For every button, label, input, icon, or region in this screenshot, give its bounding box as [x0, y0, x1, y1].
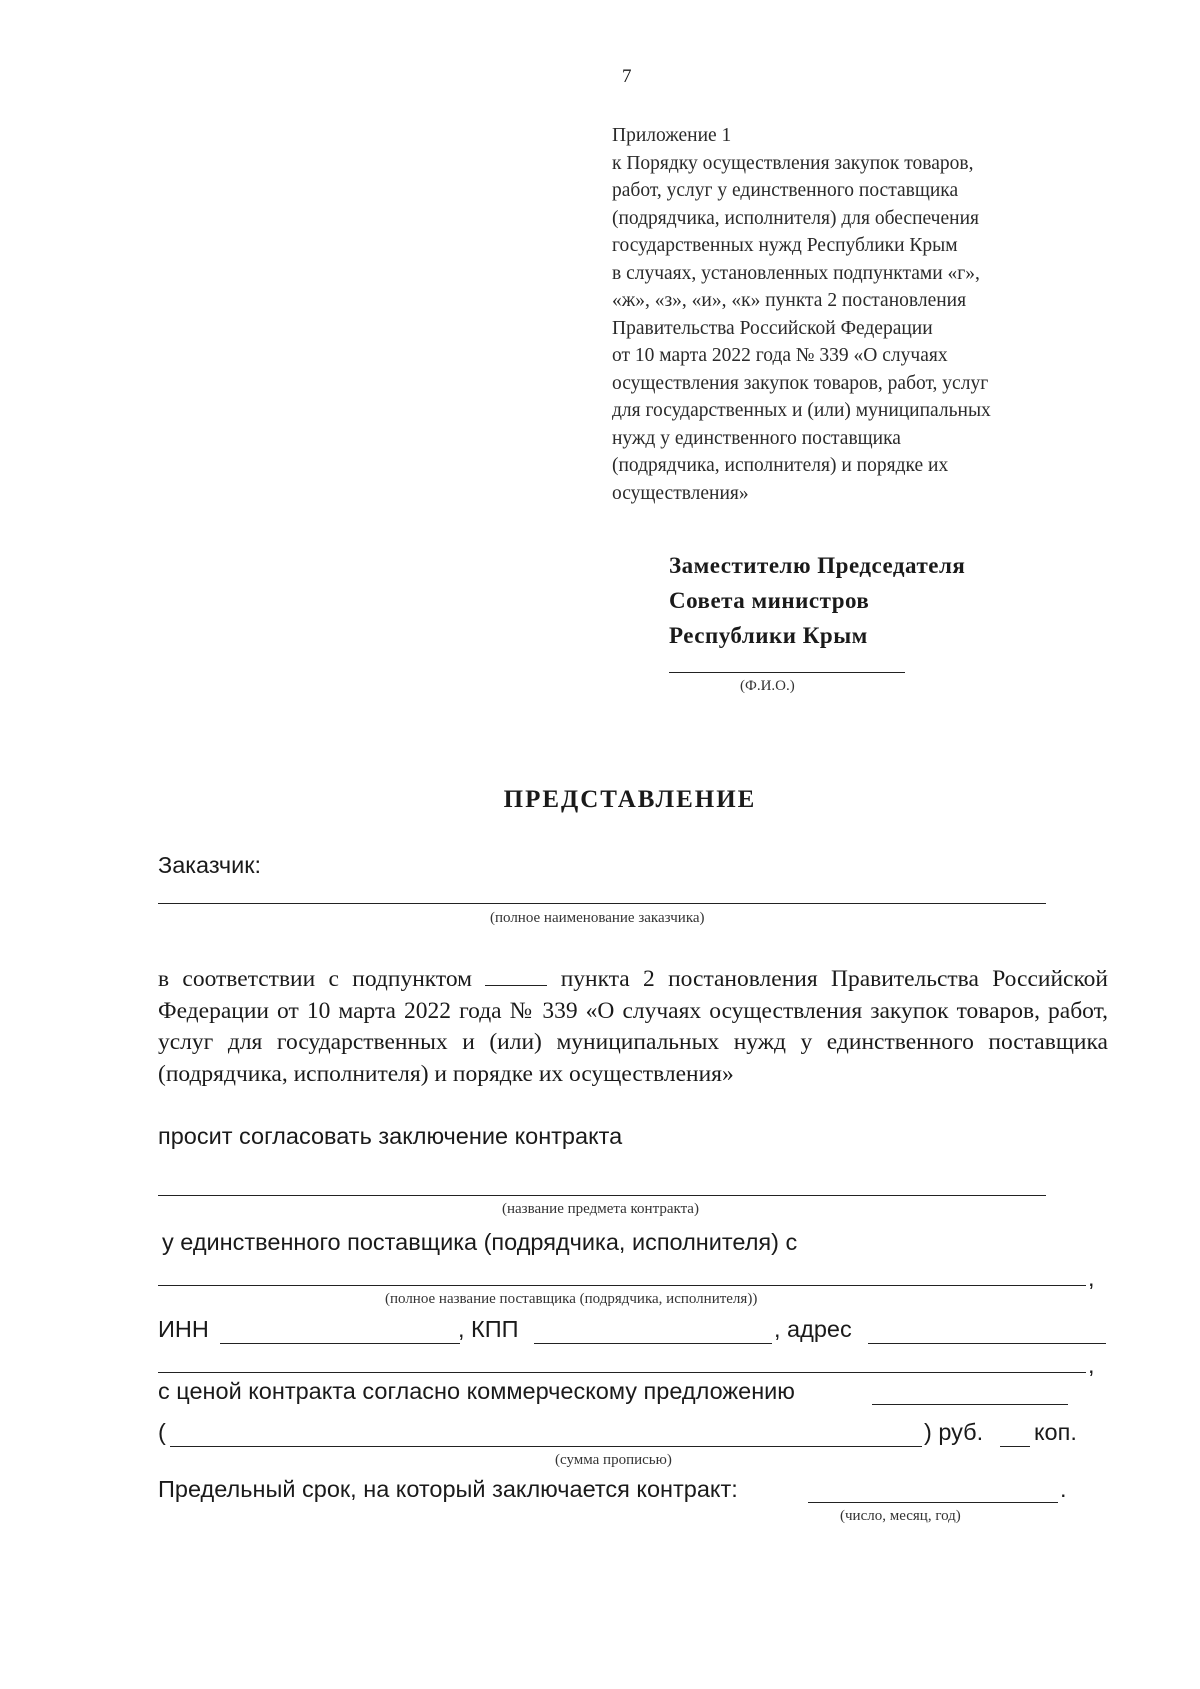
term-text: Предельный срок, на который заключается контракт: — [158, 1476, 738, 1502]
rub-text: ) руб. — [924, 1419, 984, 1445]
address-comma: , — [1088, 1352, 1095, 1378]
price-text: с ценой контракта согласно коммерческому предложению — [158, 1378, 795, 1404]
annex-line: государственных нужд Республики Крым — [612, 235, 958, 256]
inn-line — [220, 1343, 460, 1344]
basis-paragraph — [158, 964, 1108, 1090]
addressee-line-2: Совета министров — [669, 588, 870, 613]
addressee-line-1: Заместителю Председателя — [669, 553, 966, 578]
annex-line: Приложение 1 — [612, 125, 732, 146]
basis-text-1: в соответствии с подпунктом — [158, 966, 473, 992]
annex-line: работ, услуг у единственного поставщика — [612, 180, 959, 201]
page-number: 7 — [622, 66, 632, 87]
term-caption: (число, месяц, год) — [840, 1508, 961, 1524]
address-line — [868, 1343, 1106, 1344]
addressee-block — [669, 548, 965, 653]
term-line — [808, 1502, 1058, 1503]
price-open-paren: ( — [158, 1419, 166, 1445]
annex-block — [612, 122, 991, 507]
supplier-text: у единственного поставщика (подрядчика, исполнителя) с — [162, 1229, 798, 1255]
addressee-line-3: Республики Крым — [669, 623, 868, 648]
annex-line: осуществления закупок товаров, работ, услуг — [612, 372, 989, 394]
kpp-label: , КПП — [458, 1316, 519, 1342]
price-caption: (сумма прописью) — [555, 1452, 672, 1468]
subject-caption: (название предмета контракта) — [502, 1201, 699, 1217]
address-line-2 — [158, 1372, 1086, 1373]
annex-line: (подрядчика, исполнителя) и порядке их — [612, 455, 949, 476]
annex-line: нужд у единственного поставщика — [612, 427, 901, 449]
request-text: просит согласовать заключение контракта — [158, 1123, 623, 1149]
term-end: . — [1060, 1476, 1067, 1502]
subparagraph-blank — [485, 967, 547, 986]
annex-line: для государственных и (или) муниципальных — [612, 400, 991, 421]
inn-label: ИНН — [158, 1316, 209, 1342]
customer-line — [158, 903, 1046, 904]
annex-line: к Порядку осуществления закупок товаров, — [612, 152, 974, 174]
supplier-caption: (полное название поставщика (подрядчика, исполнителя)) — [385, 1291, 758, 1307]
supplier-line — [158, 1285, 1086, 1286]
kop-text: коп. — [1034, 1419, 1077, 1445]
annex-line: в случаях, установленных подпунктами «г», — [612, 262, 980, 284]
annex-line: от 10 марта 2022 года № 339 «О случаях — [612, 345, 948, 366]
price-figure-line — [872, 1404, 1068, 1405]
fio-caption: (Ф.И.О.) — [740, 678, 795, 694]
annex-line: Правительства Российской Федерации — [612, 317, 933, 339]
fio-line — [669, 672, 905, 673]
customer-label: Заказчик: — [158, 852, 262, 878]
price-words-line — [170, 1446, 922, 1447]
annex-line: «ж», «з», «и», «к» пункта 2 постановления — [612, 290, 967, 311]
supplier-comma: , — [1088, 1265, 1095, 1291]
basis-text-2: пункта 2 постановления Правительства Российской Федерации от 10 марта 2022 года № 339 «О случаях осуществления закупок товаров, работ, услуг для государственных и (или) муниципальных нужд у единственного поставщика (подрядчика, исполнителя) и порядке их осуществления» — [158, 966, 1109, 1087]
document-heading: ПРЕДСТАВЛЕНИЕ — [503, 786, 757, 813]
kpp-line — [534, 1343, 772, 1344]
annex-line: (подрядчика, исполнителя) для обеспечения — [612, 207, 979, 229]
address-label: , адрес — [774, 1316, 852, 1342]
kop-line — [1000, 1446, 1030, 1447]
annex-line: осуществления» — [612, 482, 749, 504]
subject-line — [158, 1195, 1046, 1196]
customer-caption: (полное наименование заказчика) — [490, 910, 705, 926]
